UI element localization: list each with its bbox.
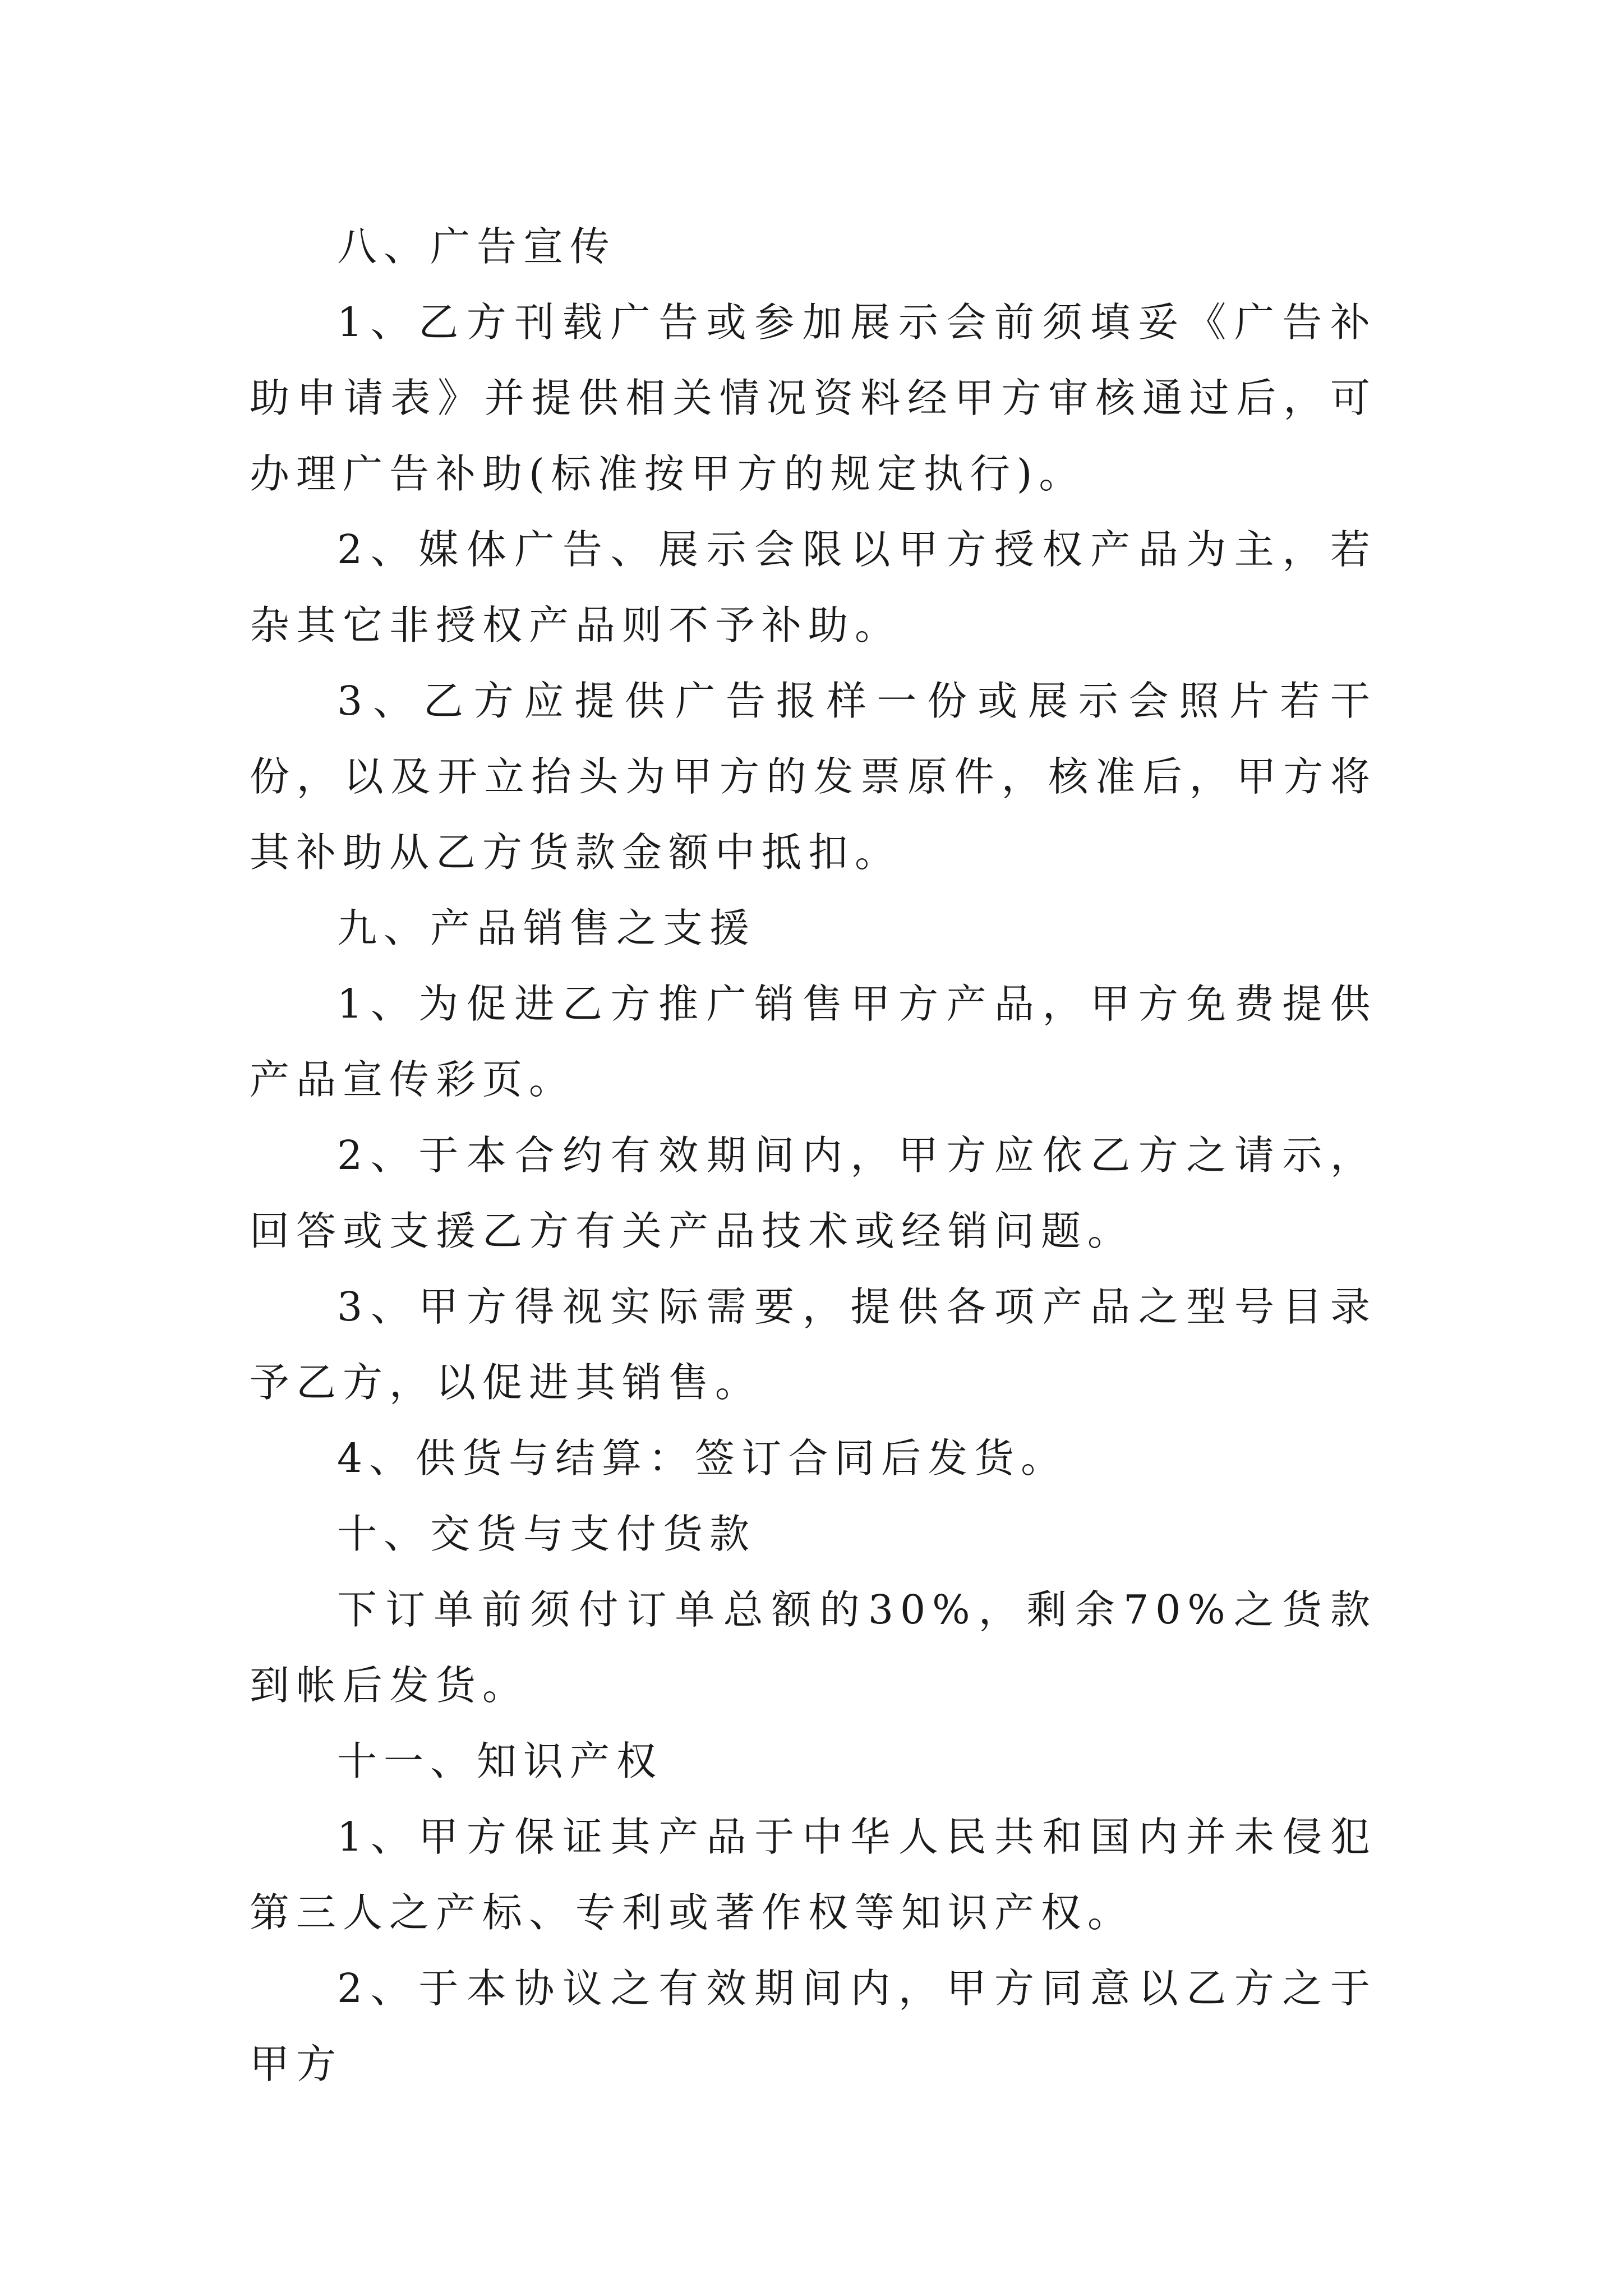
clause-10-1: 下订单前须付订单总额的30%，剩余70%之货款到帐后发货。	[250, 1586, 1377, 1709]
clause-9-4: 4、供货与结算：签订合同后发货。	[337, 1435, 1068, 1481]
document-page	[250, 209, 1377, 2102]
clause-8-3: 3、乙方应提供广告报样一份或展示会照片若干份，以及开立抬头为甲方的发票原件，核准后，甲方将其补助从乙方货款金额中抵扣。	[250, 678, 1377, 876]
section-heading-intellectual-property: 十一、知识产权	[337, 1738, 663, 1784]
section-heading-sales-support: 九、产品销售之支援	[337, 905, 757, 951]
clause-9-1: 1、为促进乙方推广销售甲方产品，甲方免费提供产品宣传彩页。	[250, 981, 1377, 1103]
clause-8-2: 2、媒体广告、展示会限以甲方授权产品为主，若杂其它非授权产品则不予补助。	[250, 526, 1377, 648]
clause-8-1: 1、乙方刊载广告或参加展示会前须填妥《广告补助申请表》并提供相关情况资料经甲方审核通过后，可办理广告补助(标准按甲方的规定执行)。	[250, 299, 1377, 497]
section-heading-delivery-payment: 十、交货与支付货款	[337, 1511, 757, 1557]
clause-9-2: 2、于本合约有效期间内，甲方应依乙方之请示，回答或支援乙方有关产品技术或经销问题。	[250, 1132, 1377, 1254]
section-heading-advertising: 八、广告宣传	[337, 223, 617, 270]
clause-11-1: 1、甲方保证其产品于中华人民共和国内并未侵犯第三人之产标、专利或著作权等知识产权。	[250, 1814, 1377, 1936]
clause-9-3: 3、甲方得视实际需要，提供各项产品之型号目录予乙方，以促进其销售。	[250, 1283, 1377, 1406]
clause-11-2: 2、于本协议之有效期间内，甲方同意以乙方之于甲方	[250, 1965, 1377, 2087]
